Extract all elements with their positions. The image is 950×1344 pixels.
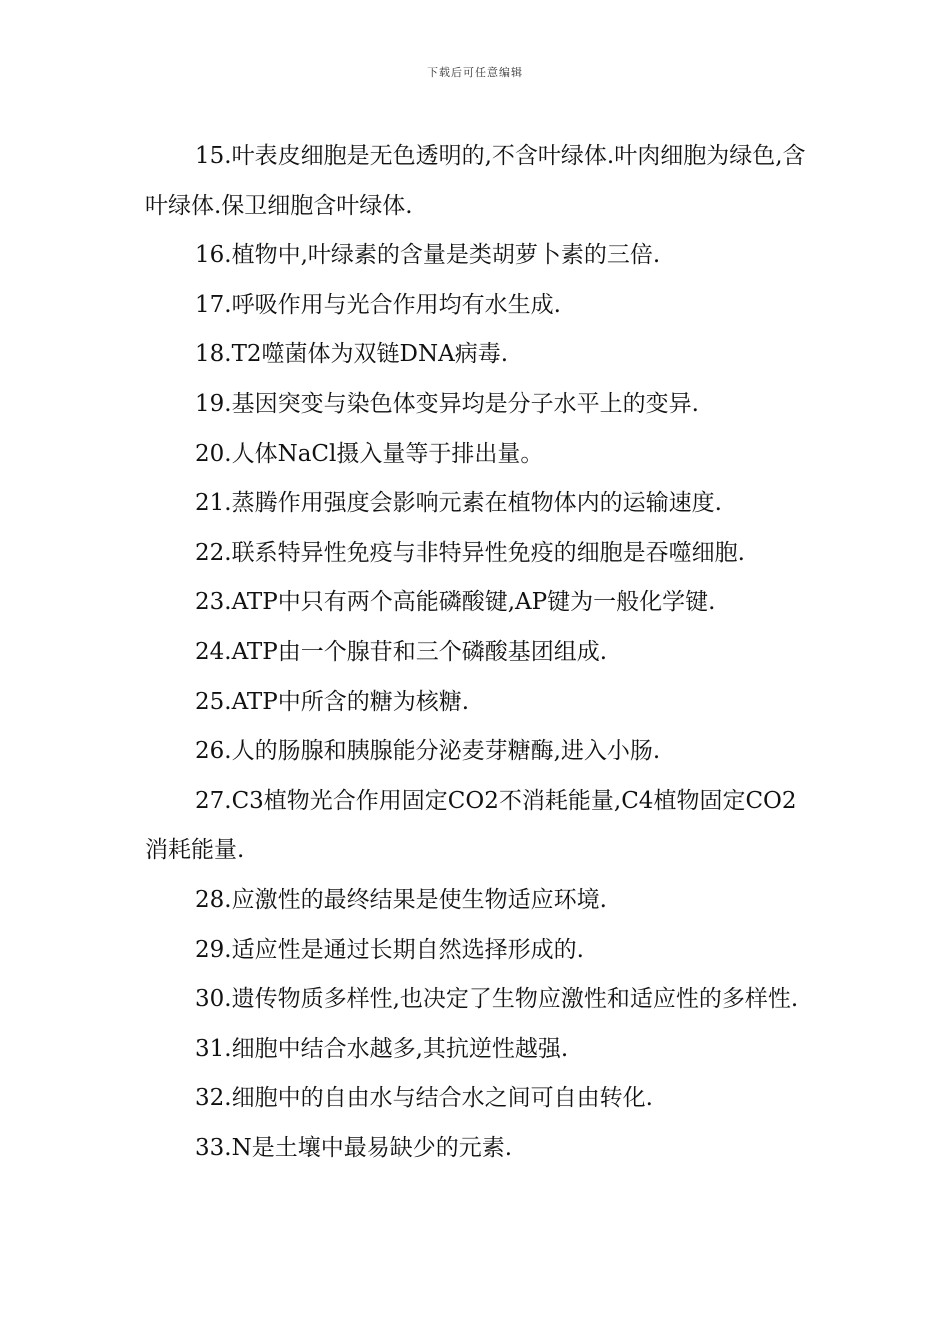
list-item: 20.人体NaCl摄入量等于排出量。 bbox=[195, 440, 544, 467]
document-body bbox=[145, 132, 810, 1173]
list-item: 21.蒸腾作用强度会影响元素在植物体内的运输速度. bbox=[195, 490, 722, 517]
list-item: 16.植物中,叶绿素的含量是类胡萝卜素的三倍. bbox=[195, 242, 661, 269]
list-item: 24.ATP由一个腺苷和三个磷酸基团组成. bbox=[195, 638, 608, 665]
list-item: 19.基因突变与染色体变异均是分子水平上的变异. bbox=[195, 390, 699, 417]
list-item: 30.遗传物质多样性,也决定了生物应激性和适应性的多样性. bbox=[195, 986, 799, 1013]
list-item: 17.呼吸作用与光合作用均有水生成. bbox=[195, 291, 561, 318]
list-item: 27.C3植物光合作用固定CO2不消耗能量,C4植物固定CO2消耗能量. bbox=[145, 787, 797, 864]
list-item: 25.ATP中所含的糖为核糖. bbox=[195, 688, 470, 715]
list-item: 26.人的肠腺和胰腺能分泌麦芽糖酶,进入小肠. bbox=[195, 738, 661, 765]
list-item: 33.N是土壤中最易缺少的元素. bbox=[195, 1134, 513, 1161]
list-item: 22.联系特异性免疫与非特异性免疫的细胞是吞噬细胞. bbox=[195, 539, 745, 566]
list-item: 31.细胞中结合水越多,其抗逆性越强. bbox=[195, 1035, 569, 1062]
list-item: 15.叶表皮细胞是无色透明的,不含叶绿体.叶肉细胞为绿色,含叶绿体.保卫细胞含叶绿体. bbox=[145, 143, 806, 219]
list-item: 23.ATP中只有两个高能磷酸键,AP键为一般化学键. bbox=[195, 589, 716, 616]
list-item: 32.细胞中的自由水与结合水之间可自由转化. bbox=[195, 1085, 653, 1112]
list-item: 29.适应性是通过长期自然选择形成的. bbox=[195, 936, 584, 963]
list-item: 28.应激性的最终结果是使生物适应环境. bbox=[195, 886, 607, 913]
list-item: 18.T2噬菌体为双链DNA病毒. bbox=[195, 341, 509, 368]
page-header: 下载后可任意编辑 bbox=[427, 66, 523, 79]
